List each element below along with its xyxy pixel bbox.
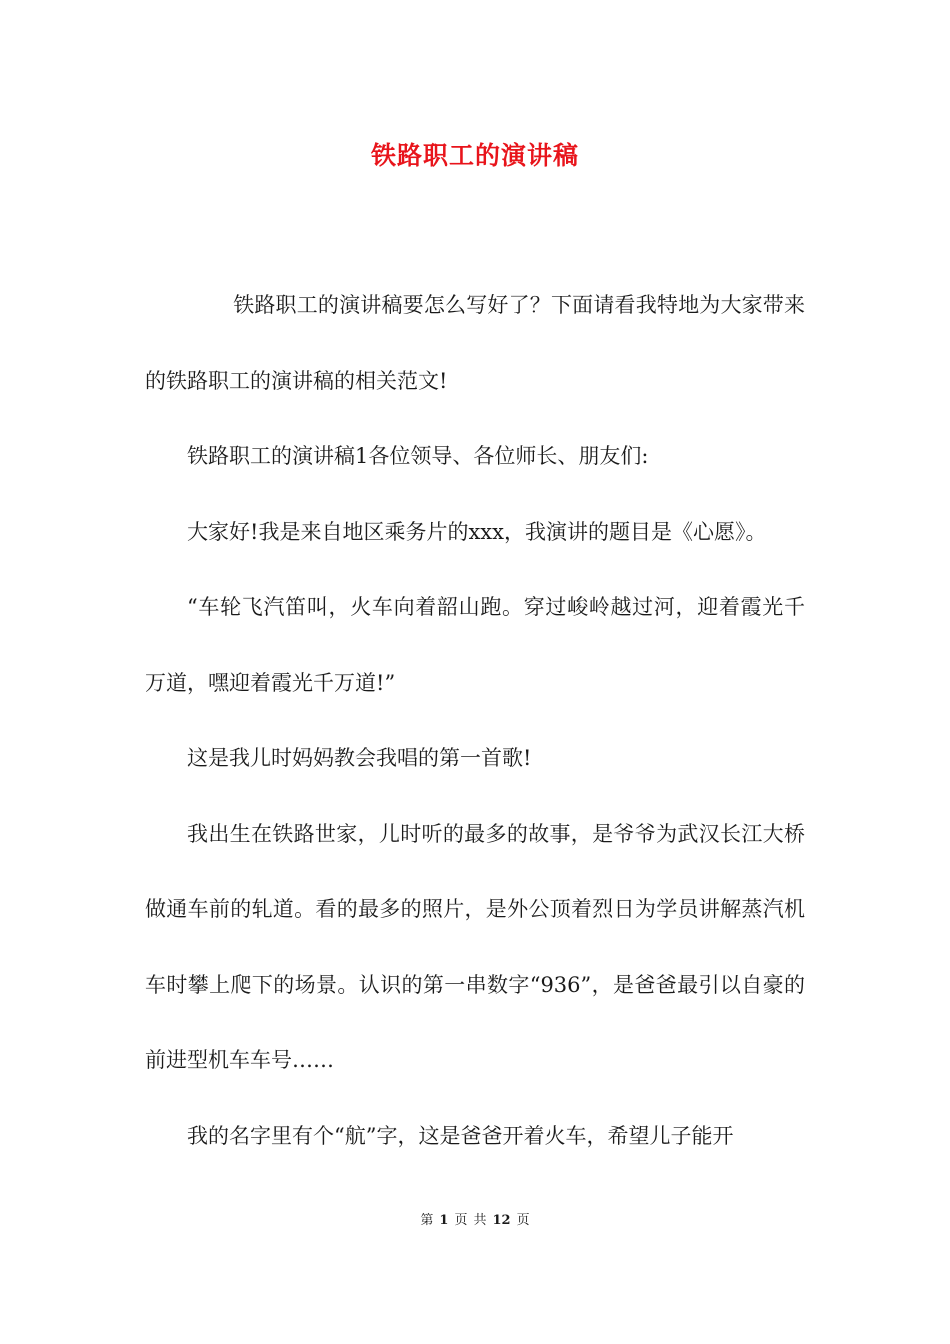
paragraph-greeting: 铁路职工的演讲稿1各位领导、各位师长、朋友们: <box>187 444 649 468</box>
page-footer <box>0 1209 950 1228</box>
footer-total-pages: 12 <box>492 1213 511 1228</box>
footer-prefix: 第 <box>420 1213 434 1228</box>
footer-current-page: 1 <box>439 1213 449 1228</box>
footer-suffix: 页 <box>516 1213 530 1228</box>
paragraph-song-lyrics: “车轮飞汽笛叫，火车向着韶山跑。穿过峻岭越过河，迎着霞光千万道，嘿迎着霞光千万道!” <box>145 595 805 695</box>
paragraph-self-intro: 大家好!我是来自地区乘务片的xxx，我演讲的题目是《心愿》。 <box>187 519 767 544</box>
paragraph-name-meaning: 我的名字里有个“航”字，这是爸爸开着火车，希望儿子能开 <box>187 1123 734 1148</box>
paragraph-intro: 铁路职工的演讲稿要怎么写好了？下面请看我特地为大家带来的铁路职工的演讲稿的相关范文! <box>145 293 805 393</box>
document-title: 铁路职工的演讲稿 <box>370 141 579 170</box>
paragraph-family-history: 我出生在铁路世家，儿时听的最多的故事，是爷爷为武汉长江大桥做通车前的轧道。看的最多的照片，是外公顶着烈日为学员讲解蒸汽机车时攀上爬下的场景。认识的第一串数字“936”，是爸爸最引以自豪的前进型机车车号…… <box>145 821 805 1072</box>
footer-total-prefix: 共 <box>473 1213 487 1228</box>
document-body <box>145 268 805 1174</box>
paragraph-first-song: 这是我儿时妈妈教会我唱的第一首歌! <box>187 746 532 770</box>
footer-page-word: 页 <box>454 1213 468 1228</box>
